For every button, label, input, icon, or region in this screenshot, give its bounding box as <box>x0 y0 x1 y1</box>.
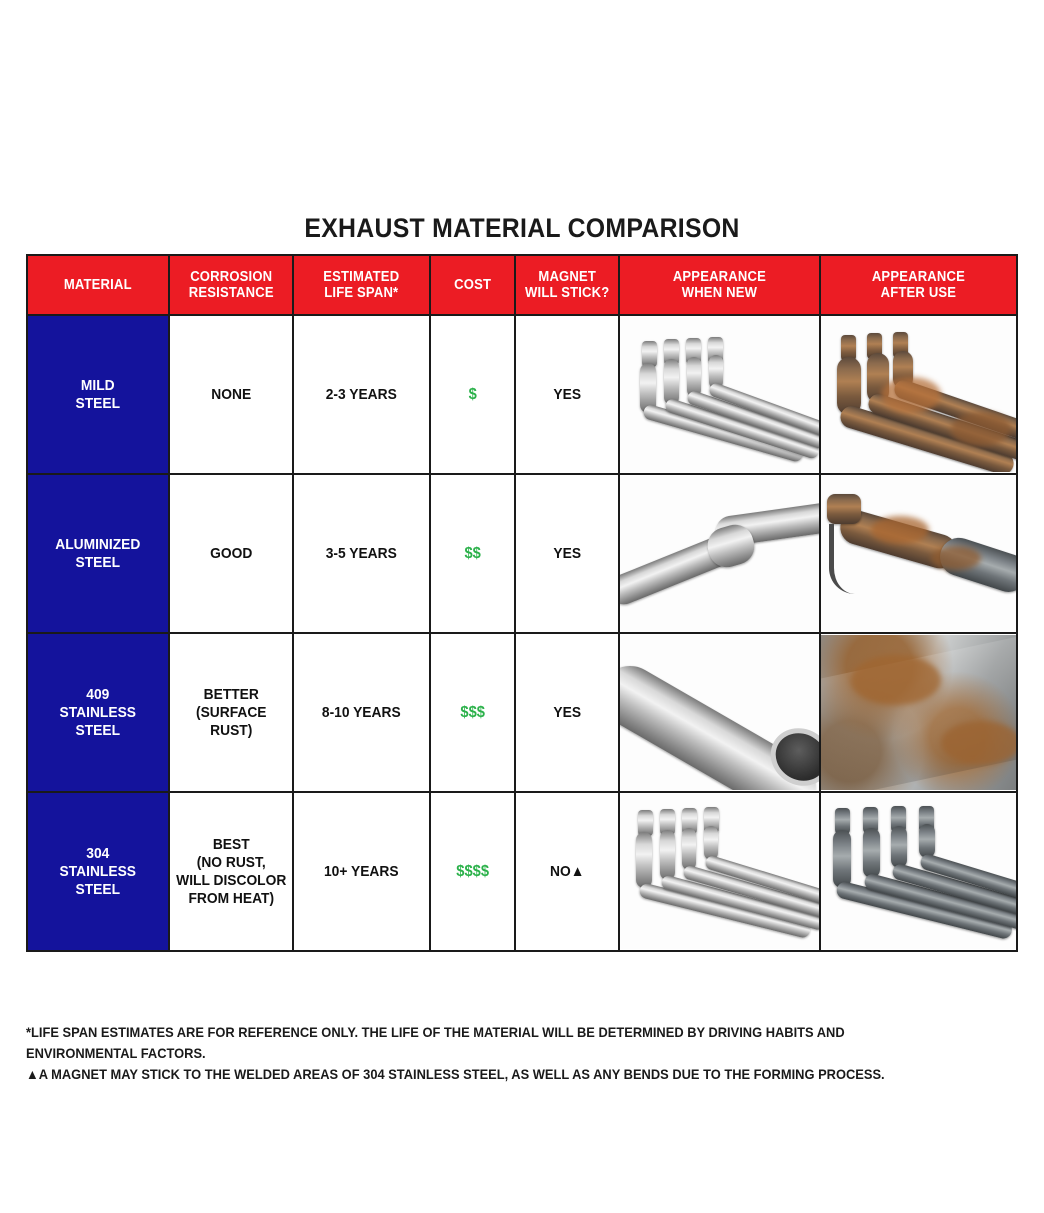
photo-409-stainless-surface-rust <box>821 635 1016 790</box>
exhaust-material-comparison <box>26 213 1018 1013</box>
cell-appearance-new-409-stainless-steel <box>619 633 820 792</box>
cell-cost-304-stainless-steel <box>430 792 515 951</box>
pipe-tube <box>660 830 675 880</box>
cost-value: $$ <box>464 544 481 562</box>
column-header-appearance-when-new <box>619 255 820 315</box>
material-line3: STEEL <box>75 721 121 739</box>
corrosion-value: NONE <box>210 385 251 403</box>
cost-value: $$$ <box>459 703 485 721</box>
cell-cost-aluminized-steel <box>430 474 515 633</box>
corrosion-line1: BEST <box>212 835 250 853</box>
rust-patch <box>951 412 1011 446</box>
table-row <box>27 792 1017 951</box>
table-row <box>27 633 1017 792</box>
corrosion-line3: WILL DISCOLOR <box>175 871 286 889</box>
cell-magnet-409-stainless-steel <box>515 633 619 792</box>
rust-patch <box>871 516 929 544</box>
material-line3: STEEL <box>75 880 121 898</box>
column-header-new-line2: WHEN NEW <box>682 285 758 301</box>
cell-corrosion-mild-steel <box>169 315 294 474</box>
hanger-wire <box>829 524 864 594</box>
photo-304-stainless-heat-discolored-header <box>821 794 1016 949</box>
column-header-life-line2: LIFE SPAN* <box>324 285 399 301</box>
pipe-clamp <box>827 494 861 524</box>
cell-appearance-used-304-stainless-steel <box>820 792 1017 951</box>
material-line2: STAINLESS <box>59 862 136 880</box>
corrosion-line1: BETTER <box>203 685 259 703</box>
photo-304-stainless-header <box>620 794 819 949</box>
cell-appearance-used-aluminized-steel <box>820 474 1017 633</box>
column-header-corrosion-line1: CORROSION <box>189 268 272 285</box>
cell-appearance-used-409-stainless-steel <box>820 633 1017 792</box>
cell-material-aluminized-steel <box>27 474 169 633</box>
cell-appearance-new-mild-steel <box>619 315 820 474</box>
cell-material-mild-steel <box>27 315 169 474</box>
material-line1: 304 <box>86 844 110 862</box>
cell-appearance-new-304-stainless-steel <box>619 792 820 951</box>
cell-corrosion-409-stainless-steel <box>169 633 294 792</box>
photo-aluminized-bent-pipe <box>620 476 819 631</box>
pipe-tube <box>919 824 935 858</box>
cell-magnet-mild-steel <box>515 315 619 474</box>
material-line1: 409 <box>86 685 110 703</box>
magnet-value: YES <box>553 385 581 403</box>
cell-appearance-new-aluminized-steel <box>619 474 820 633</box>
material-line1: MILD <box>80 376 115 394</box>
column-header-magnet-line1: MAGNET <box>538 268 596 285</box>
cell-life-span-aluminized-steel <box>293 474 430 633</box>
column-header-estimated-life-span <box>293 255 430 315</box>
comparison-table <box>26 254 1018 952</box>
column-header-new-line1: APPEARANCE <box>673 268 767 285</box>
column-header-cost <box>430 255 515 315</box>
rust-patch <box>851 655 941 705</box>
column-header-used-line2: AFTER USE <box>880 285 957 301</box>
photo-shiny-mild-steel-header <box>620 317 819 472</box>
cell-material-409-stainless-steel <box>27 633 169 792</box>
column-header-used-line1: APPEARANCE <box>872 268 966 285</box>
page-title: EXHAUST MATERIAL COMPARISON <box>304 213 740 243</box>
pipe-tube <box>863 828 880 878</box>
column-header-corrosion-resistance <box>169 255 294 315</box>
pipe-tube <box>682 828 696 870</box>
life-span-value: 3-5 YEARS <box>325 544 397 562</box>
column-header-life-line1: ESTIMATED <box>323 268 400 285</box>
table-header <box>27 255 1017 315</box>
column-header-appearance-after-use <box>820 255 1017 315</box>
column-header-magnet-line2: WILL STICK? <box>524 285 610 301</box>
column-header-magnet-will-stick <box>515 255 619 315</box>
cost-value: $$$$ <box>455 862 489 880</box>
life-span-value: 2-3 YEARS <box>325 385 397 403</box>
cell-life-span-mild-steel <box>293 315 430 474</box>
photo-rusted-mild-steel-header <box>821 317 1016 472</box>
table-body <box>27 315 1017 951</box>
cell-corrosion-304-stainless-steel <box>169 792 294 951</box>
cell-life-span-304-stainless-steel <box>293 792 430 951</box>
corrosion-line2: (NO RUST, <box>196 853 266 871</box>
life-span-value: 10+ YEARS <box>324 862 399 880</box>
material-line2: STEEL <box>75 394 121 412</box>
magnet-value: NO▲ <box>549 862 585 880</box>
cell-appearance-used-mild-steel <box>820 315 1017 474</box>
corrosion-value: GOOD <box>209 544 252 562</box>
table-header-row <box>27 255 1017 315</box>
pipe-tube <box>891 826 907 868</box>
corrosion-line2: (SURFACE <box>195 703 267 721</box>
rust-patch <box>941 721 1016 765</box>
table-row <box>27 315 1017 474</box>
cell-cost-409-stainless-steel <box>430 633 515 792</box>
pipe-tube <box>636 832 652 888</box>
corrosion-line4: FROM HEAT) <box>188 889 274 907</box>
photo-409-stainless-straight-pipe <box>620 635 819 790</box>
cell-cost-mild-steel <box>430 315 515 474</box>
cell-magnet-aluminized-steel <box>515 474 619 633</box>
material-line2: STEEL <box>75 553 121 571</box>
footnotes <box>26 1022 1018 1085</box>
magnet-value: YES <box>553 544 581 562</box>
column-header-material-label: MATERIAL <box>63 276 132 293</box>
column-header-corrosion-line2: RESISTANCE <box>188 285 274 301</box>
cell-life-span-409-stainless-steel <box>293 633 430 792</box>
material-line1: ALUMINIZED <box>55 535 141 553</box>
magnet-value: YES <box>553 703 581 721</box>
footnote-magnet: ▲A MAGNET MAY STICK TO THE WELDED AREAS OF 304 STAINLESS STEEL, AS WELL AS ANY BENDS DUE TO THE FORMING PROCESS. <box>26 1066 885 1082</box>
cell-corrosion-aluminized-steel <box>169 474 294 633</box>
life-span-value: 8-10 YEARS <box>321 703 401 721</box>
material-line2: STAINLESS <box>59 703 136 721</box>
cost-value: $ <box>468 385 477 403</box>
column-header-cost-label: COST <box>453 276 491 293</box>
table-row <box>27 474 1017 633</box>
rust-patch <box>881 377 941 413</box>
corrosion-line3: RUST) <box>209 721 252 739</box>
pipe-tube <box>833 830 851 888</box>
photo-rusted-aluminized-pipe <box>821 476 1016 631</box>
rust-patch <box>931 546 981 570</box>
cell-material-304-stainless-steel <box>27 792 169 951</box>
column-header-material <box>27 255 169 315</box>
cell-magnet-304-stainless-steel <box>515 792 619 951</box>
footnote-life-span: *LIFE SPAN ESTIMATES ARE FOR REFERENCE ONLY. THE LIFE OF THE MATERIAL WILL BE DETERMINED BY DRIVING HABITS AND ENVIRONMENTAL FACTORS. <box>26 1024 845 1061</box>
